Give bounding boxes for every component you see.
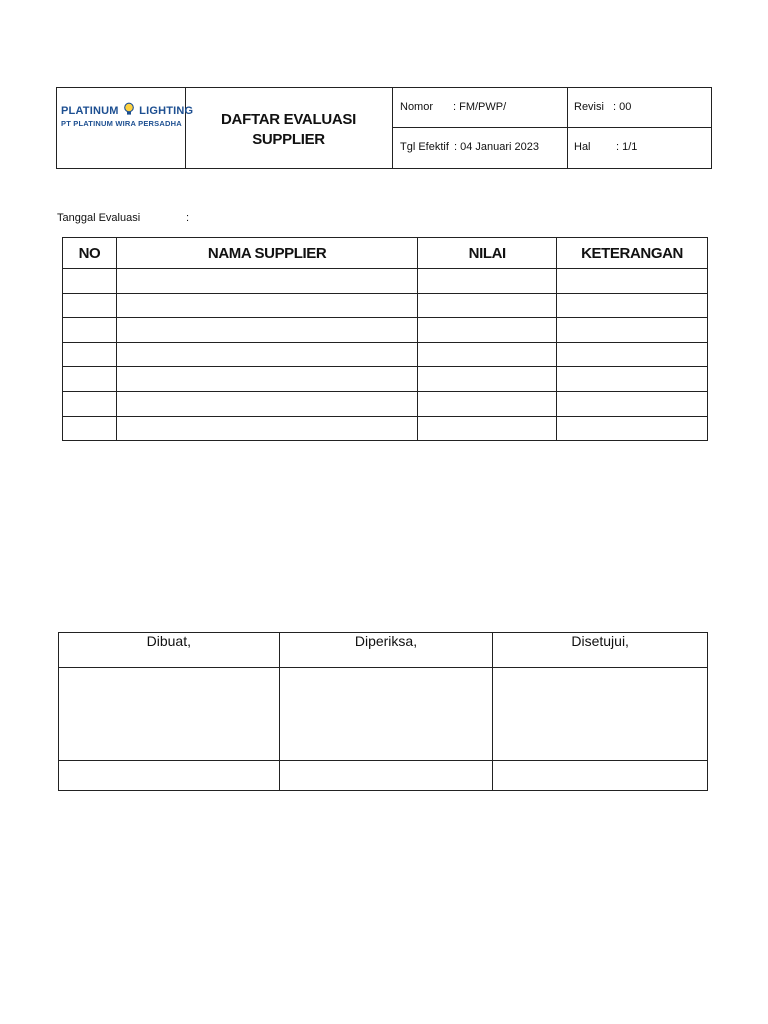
column-header-keterangan: KETERANGAN xyxy=(557,238,708,269)
cell-nama-supplier[interactable] xyxy=(116,391,417,416)
table-header-row xyxy=(63,238,708,269)
revisi-label: Revisi xyxy=(574,101,604,113)
document-title xyxy=(185,110,392,150)
signature-space-row xyxy=(59,668,708,761)
nomor-label: Nomor xyxy=(400,101,434,113)
cell-keterangan[interactable] xyxy=(557,416,708,441)
cell-nilai[interactable] xyxy=(418,269,557,294)
cell-keterangan[interactable] xyxy=(557,318,708,343)
cell-keterangan[interactable] xyxy=(557,391,708,416)
cell-nilai[interactable] xyxy=(418,342,557,367)
logo-brand-right: LIGHTING xyxy=(139,105,194,117)
cell-nama-supplier[interactable] xyxy=(116,342,417,367)
cell-keterangan[interactable] xyxy=(557,367,708,392)
logo-company-name: PT PLATINUM WIRA PERSADHA xyxy=(61,119,182,128)
signature-name-disetujui[interactable] xyxy=(493,761,708,791)
cell-nama-supplier[interactable] xyxy=(116,367,417,392)
logo-brand-left: PLATINUM xyxy=(61,105,119,117)
title-line-2: SUPPLIER xyxy=(252,131,325,148)
cell-no[interactable] xyxy=(63,391,117,416)
cell-no[interactable] xyxy=(63,342,117,367)
cell-nama-supplier[interactable] xyxy=(116,293,417,318)
signature-header-row xyxy=(59,633,708,668)
table-row xyxy=(63,342,708,367)
divider xyxy=(392,88,393,168)
cell-no[interactable] xyxy=(63,367,117,392)
revisi-value: : 00 xyxy=(613,101,632,113)
cell-nama-supplier[interactable] xyxy=(116,416,417,441)
table-row xyxy=(63,293,708,318)
tgl-efektif-value: : 04 Januari 2023 xyxy=(454,141,540,153)
lightbulb-icon xyxy=(122,102,136,116)
divider xyxy=(392,127,711,128)
nomor-value: : FM/PWP/ xyxy=(453,101,507,113)
cell-nilai[interactable] xyxy=(418,318,557,343)
signature-box-disetujui[interactable] xyxy=(493,668,708,761)
column-header-nama-supplier: NAMA SUPPLIER xyxy=(116,238,417,269)
cell-no[interactable] xyxy=(63,416,117,441)
signature-table xyxy=(58,632,708,791)
signature-name-row xyxy=(59,761,708,791)
cell-nilai[interactable] xyxy=(418,391,557,416)
cell-no[interactable] xyxy=(63,318,117,343)
signature-header-dibuat: Dibuat, xyxy=(59,633,280,668)
hal-value: : 1/1 xyxy=(616,141,638,153)
signature-box-dibuat[interactable] xyxy=(59,668,280,761)
cell-nama-supplier[interactable] xyxy=(116,318,417,343)
cell-no[interactable] xyxy=(63,293,117,318)
company-logo xyxy=(57,88,194,168)
logo-brand xyxy=(61,102,193,117)
tgl-efektif-label: Tgl Efektif xyxy=(400,141,449,153)
cell-nilai[interactable] xyxy=(418,367,557,392)
column-header-no: NO xyxy=(63,238,117,269)
signature-header-diperiksa: Diperiksa, xyxy=(279,633,493,668)
signature-box-diperiksa[interactable] xyxy=(279,668,493,761)
table-row xyxy=(63,318,708,343)
table-row xyxy=(63,416,708,441)
tanggal-evaluasi-colon[interactable]: : xyxy=(186,212,190,224)
title-line-1: DAFTAR EVALUASI xyxy=(221,111,356,128)
cell-nilai[interactable] xyxy=(418,293,557,318)
cell-keterangan[interactable] xyxy=(557,293,708,318)
table-row xyxy=(63,269,708,294)
document-header xyxy=(56,87,712,169)
signature-name-diperiksa[interactable] xyxy=(279,761,493,791)
cell-nilai[interactable] xyxy=(418,416,557,441)
tanggal-evaluasi-label: Tanggal Evaluasi xyxy=(57,212,141,224)
supplier-table xyxy=(62,237,708,441)
cell-no[interactable] xyxy=(63,269,117,294)
column-header-nilai: NILAI xyxy=(418,238,557,269)
signature-name-dibuat[interactable] xyxy=(59,761,280,791)
divider xyxy=(567,88,568,168)
table-row xyxy=(63,391,708,416)
table-row xyxy=(63,367,708,392)
cell-keterangan[interactable] xyxy=(557,269,708,294)
cell-keterangan[interactable] xyxy=(557,342,708,367)
signature-header-disetujui: Disetujui, xyxy=(493,633,708,668)
cell-nama-supplier[interactable] xyxy=(116,269,417,294)
hal-label: Hal xyxy=(574,141,591,153)
